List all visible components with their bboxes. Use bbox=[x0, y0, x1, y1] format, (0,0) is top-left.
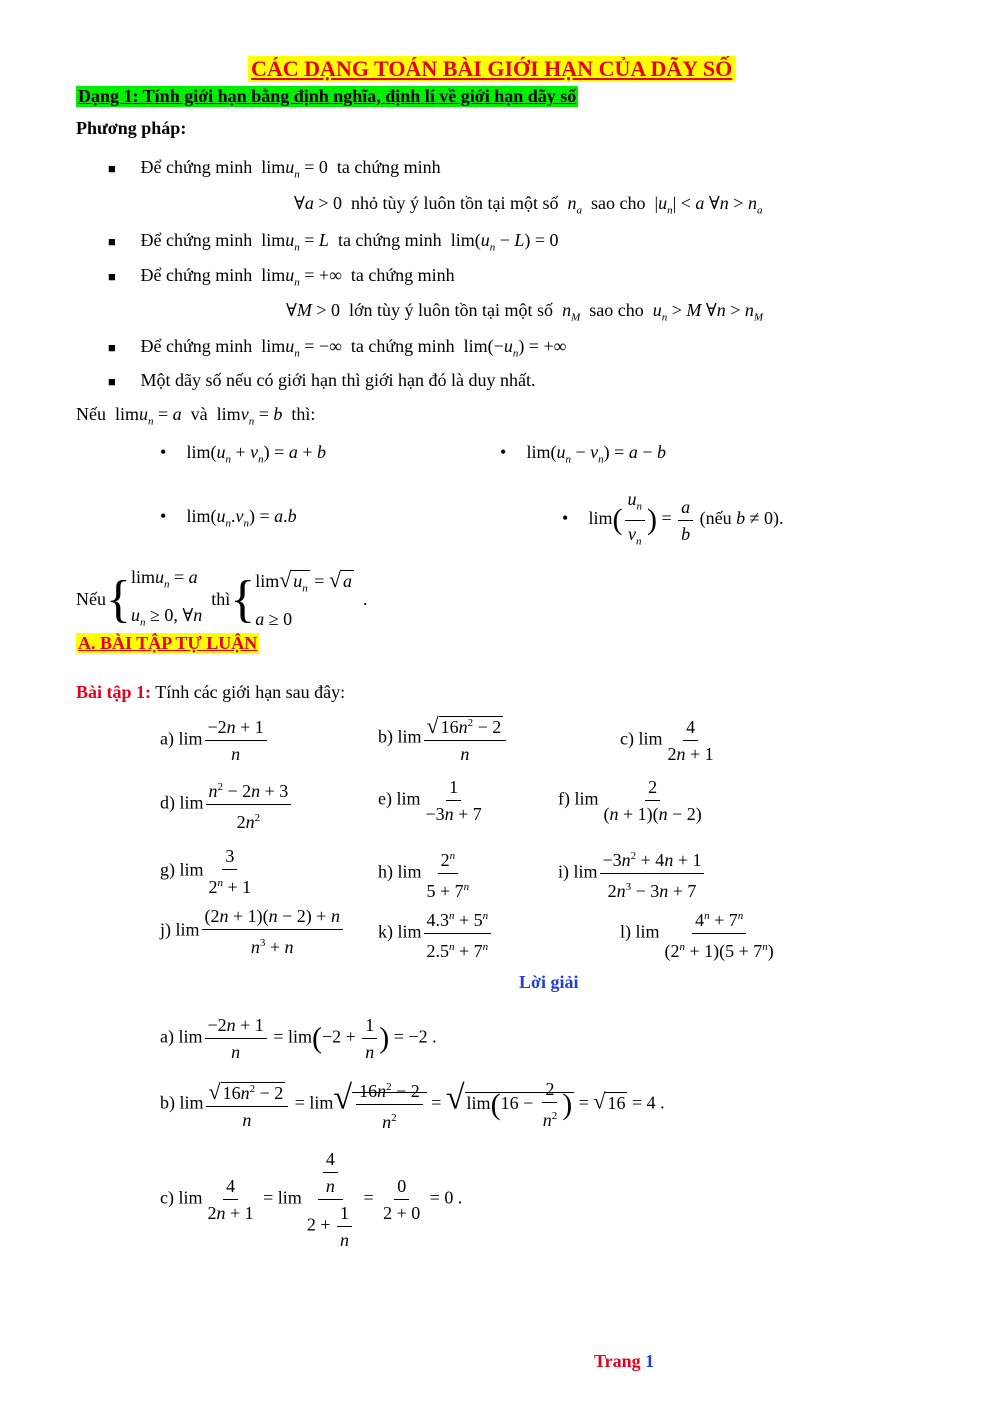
rule-1: ■ Để chứng minh limu$_n$ = 0 ta chứng minh bbox=[108, 157, 441, 181]
square-bullet-icon: ■ bbox=[108, 269, 116, 284]
if-line: Nếu limu$_n$ = a và limv$_n$ = b thì: bbox=[76, 404, 316, 428]
property-sum: • $\lim(u_n + v_n) = a + b$ bbox=[160, 442, 326, 466]
solution-b: b) lim $\frac{√ 16n^2 - 2}{n}$ = lim√ $\frac{16n^2 - 2}{n^2}$ = √ lim(16 − $\frac{2}{n^2}$ ) = √ 16 = 4 . bbox=[160, 1076, 665, 1133]
exercise-item-a: a) lim $\frac{-2n + 1}{n}$ bbox=[160, 716, 269, 765]
exercise-item-f: f) lim $\frac{2}{(n + 1)(n - 2)}$ bbox=[558, 777, 702, 824]
rule-3: ■ Để chứng minh limu$_n$ = +∞ ta chứng minh bbox=[108, 265, 455, 289]
exercise-1-heading: Bài tập 1: Tính các giới hạn sau đây: bbox=[76, 682, 346, 702]
square-bullet-icon: ■ bbox=[108, 340, 116, 355]
property-difference: • $\lim(u_n - v_n) = a - b$ bbox=[500, 442, 666, 466]
dot-bullet-icon: • bbox=[160, 442, 167, 462]
exercise-item-h: h) lim $\frac{2^n}{5 + 7^n}$ bbox=[378, 845, 474, 902]
exercise-item-k: k) lim $\frac{4.3^n + 5^n}{2.5^n + 7^n}$ bbox=[378, 905, 493, 962]
exercise-item-g: g) lim $\frac{3}{2^n + 1}$ bbox=[160, 846, 252, 897]
property-quotient: • lim( $\frac{u_n}{v_n}$ ) = $\frac{a}{b}$ (nếu b ≠ 0). bbox=[562, 489, 784, 548]
property-product: • $\lim(u_n.v_n) = a.b$ bbox=[160, 506, 297, 530]
rule-4: ■ Để chứng minh limu$_n$ = −∞ ta chứng minh $\lim(-u_n)$ = +∞ bbox=[108, 336, 567, 360]
rule-5: ■ Một dãy số nếu có giới hạn thì giới hạn đó là duy nhất. bbox=[108, 370, 536, 390]
exercise-item-i: i) lim $\frac{-3n^2 + 4n + 1}{2n^3 - 3n + 7}$ bbox=[558, 845, 706, 902]
sqrt-property-system: Nếu { limu$_n$ = a $u_n \ge 0$, ∀n thì { lim√ $u_n$ = √ a a ≥ 0 . bbox=[76, 567, 368, 629]
rule-3-detail: ∀M > 0 lớn tùy ý luôn tồn tại một số $n_M$ sao cho $u_n > M$ ∀n > $n_M$ bbox=[286, 300, 764, 324]
section-heading-a: A. BÀI TẬP TỰ LUẬN bbox=[78, 633, 258, 653]
square-bullet-icon: ■ bbox=[108, 234, 116, 249]
section-heading-dang1: Dạng 1: Tính giới hạn bằng định nghĩa, định lí về giới hạn dãy số bbox=[78, 86, 577, 106]
exercise-item-e: e) lim $\frac{1}{-3n + 7}$ bbox=[378, 777, 482, 824]
dot-bullet-icon: • bbox=[562, 508, 569, 529]
exercise-item-b: b) lim $\frac{√ 16n^2 - 2}{n}$ bbox=[378, 712, 508, 765]
rule-2: ■ Để chứng minh limu$_n$ = L ta chứng minh $\lim(u_n - L) = 0$ bbox=[108, 230, 559, 254]
exercise-item-c: c) lim $\frac{4}{2n + 1}$ bbox=[620, 717, 714, 764]
page-title: CÁC DẠNG TOÁN BÀI GIỚI HẠN CỦA DÃY SỐ bbox=[248, 56, 735, 82]
page-footer: Trang 1 bbox=[594, 1351, 655, 1371]
square-bullet-icon: ■ bbox=[108, 374, 116, 389]
rule-1-detail: ∀a > 0 nhỏ tùy ý luôn tồn tại một số $n_a$ sao cho $|u_n| < a$ ∀n > $n_a$ bbox=[294, 193, 763, 217]
dot-bullet-icon: • bbox=[160, 506, 167, 526]
solution-c: c) lim $\frac{4}{2n + 1}$ = lim $\frac{4}{n}$ 2 + $\frac{1}{n}$ = $\frac{0}{2 + 0}$ = 0 . bbox=[160, 1149, 463, 1250]
method-heading: Phương pháp: bbox=[76, 118, 187, 138]
dot-bullet-icon: • bbox=[500, 442, 507, 462]
solution-a: a) lim $\frac{-2n + 1}{n}$ = lim(−2 + $\frac{1}{n}$ ) = −2 . bbox=[160, 1015, 437, 1062]
exercise-item-l: l) lim $\frac{4^n + 7^n}{(2^n + 1)(5 + 7^n)}$ bbox=[620, 905, 779, 962]
solution-heading: Lời giải bbox=[519, 972, 579, 992]
exercise-item-j: j) lim $\frac{(2n + 1)(n - 2) + n}{n^3 + n}$ bbox=[160, 905, 345, 958]
exercise-item-d: d) lim $\frac{n^2 - 2n + 3}{2n^2}$ bbox=[160, 776, 293, 833]
square-bullet-icon: ■ bbox=[108, 161, 116, 176]
page-number: 1 bbox=[645, 1351, 655, 1371]
